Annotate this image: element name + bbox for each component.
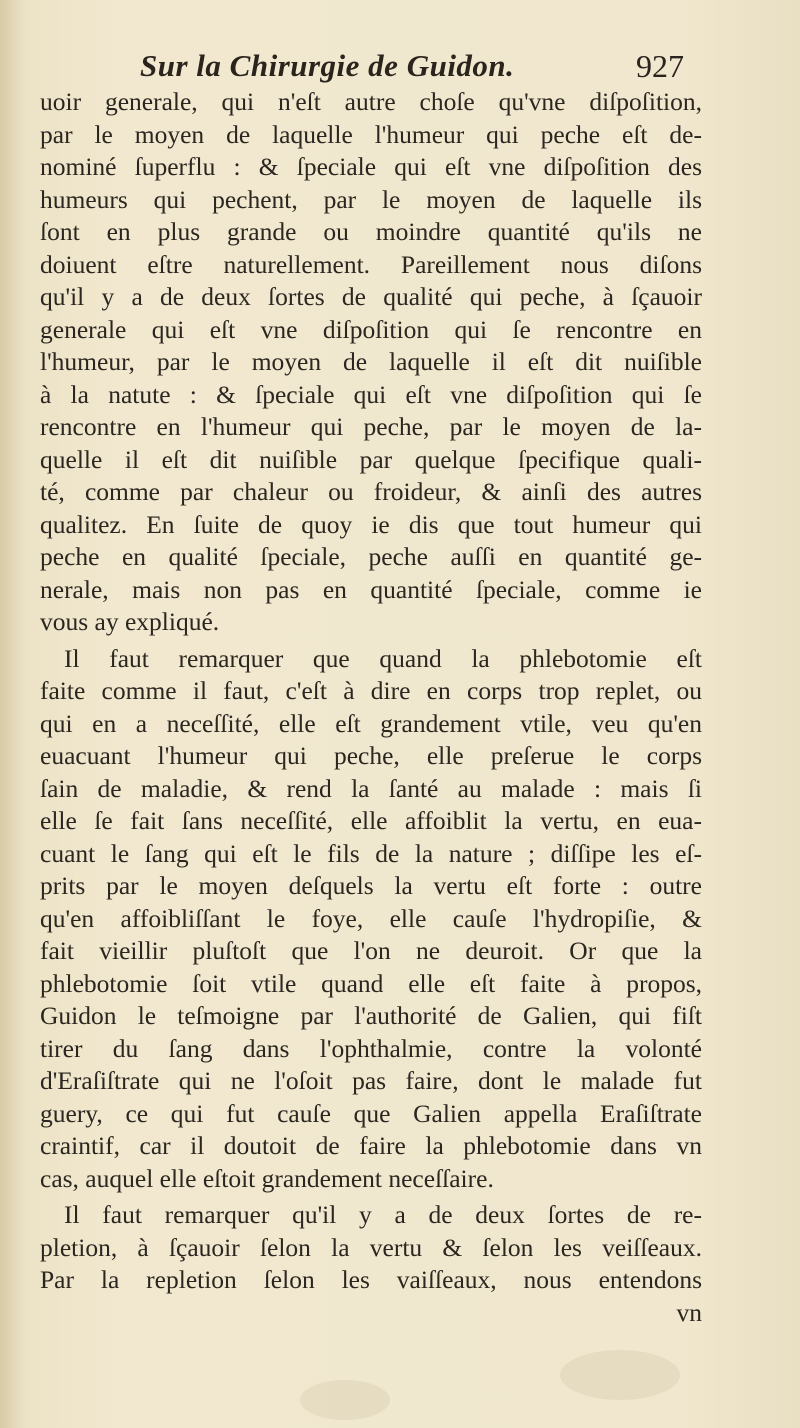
text-line: nerale, mais non pas en quantité ſpeciale, comme ie	[40, 574, 702, 604]
running-title: Sur la Chirurgie de Guidon.	[140, 48, 515, 83]
text-line: vous ay expliqué.	[40, 607, 220, 636]
text-line: doiuent eſtre naturellement. Pareillement nous diſons	[40, 249, 702, 279]
paper-stain	[560, 1350, 680, 1400]
text-line: cas, auquel elle eſtoit grandement neceſſaire.	[40, 1163, 494, 1193]
text-line: quelle il eſt dit nuiſible par quelque ſpecifique quali-	[40, 444, 702, 474]
page-number: 927	[636, 48, 684, 84]
text-line: faite comme il faut, c'eſt à dire en corps trop replet, ou	[40, 676, 702, 705]
text-line: cuant le ſang qui eſt le fils de la nature ; diſſipe les eſ-	[40, 838, 702, 868]
text-line: phlebotomie ſoit vtile quand elle eſt faite à propos,	[40, 968, 702, 998]
text-line: à la natute : & ſpeciale qui eſt vne diſpoſition qui ſe	[40, 379, 702, 409]
text-line: té, comme par chaleur ou froideur, & ainſi des autres	[40, 477, 702, 506]
text-line: Il faut remarquer que quand la phlebotomie eſt	[64, 643, 702, 673]
paragraph-1	[40, 86, 702, 639]
text-line: craintif, car il doutoit de faire la phlebotomie dans vn	[40, 1131, 702, 1160]
text-line: ſain de maladie, & rend la ſanté au malade : mais ſi	[40, 773, 702, 803]
text-line: qui en a neceſſité, elle eſt grandement vtile, veu qu'en	[40, 708, 702, 738]
text-line: prits par le moyen deſquels la vertu eſt forte : outre	[40, 871, 702, 900]
page-header	[0, 44, 800, 92]
text-line: qualitez. En ſuite de quoy ie dis que tout humeur qui	[40, 509, 702, 539]
text-line: nominé ſuperflu : & ſpeciale qui eſt vne diſpoſition des	[40, 152, 702, 181]
text-line: qu'il y a de deux ſortes de qualité qui peche, à ſçauoir	[40, 282, 702, 311]
text-line: fait vieillir pluſtoſt que l'on ne deuroit. Or que la	[40, 936, 702, 965]
text-line: pletion, à ſçauoir ſelon la vertu & ſelon les veiſſeaux.	[40, 1232, 702, 1262]
text-line: uoir generale, qui n'eſt autre choſe qu'vne diſpoſition,	[40, 87, 702, 116]
text-line: Guidon le teſmoigne par l'authorité de Galien, qui fiſt	[40, 1001, 702, 1030]
text-line: rencontre en l'humeur qui peche, par le moyen de la-	[40, 412, 702, 441]
text-line: ſont en plus grande ou moindre quantité qu'ils ne	[40, 217, 702, 246]
paragraph-3	[40, 1199, 702, 1297]
page-gutter	[0, 0, 22, 1428]
paragraph-2	[40, 643, 702, 1196]
text-line: d'Eraſiſtrate qui ne l'oſoit pas faire, dont le malade fut	[40, 1066, 702, 1095]
catchword: vn	[676, 1297, 702, 1327]
text-line: Il faut remarquer qu'il y a de deux ſortes de re-	[64, 1200, 702, 1229]
text-line: Par la repletion ſelon les vaiſſeaux, nous entendons	[40, 1265, 702, 1294]
text-line: humeurs qui pechent, par le moyen de laquelle ils	[40, 184, 702, 214]
text-line: elle ſe fait ſans neceſſité, elle affoiblit la vertu, en eua-	[40, 806, 702, 835]
paper-stain	[300, 1380, 390, 1420]
text-line: guery, ce qui fut cauſe que Galien appella Eraſiſtrate	[40, 1098, 702, 1128]
text-line: l'humeur, par le moyen de laquelle il eſt dit nuiſible	[40, 347, 702, 376]
text-line: peche en qualité ſpeciale, peche auſſi en quantité ge-	[40, 542, 702, 571]
body-text	[40, 86, 702, 1329]
text-line: tirer du ſang dans l'ophthalmie, contre la volonté	[40, 1033, 702, 1063]
text-line: par le moyen de laquelle l'humeur qui peche eſt de-	[40, 119, 702, 149]
text-line: qu'en affoibliſſant le foye, elle cauſe l'hydropiſie, &	[40, 903, 702, 933]
text-line: euacuant l'humeur qui peche, elle preſerue le corps	[40, 741, 702, 770]
text-line: generale qui eſt vne diſpoſition qui ſe rencontre en	[40, 314, 702, 344]
